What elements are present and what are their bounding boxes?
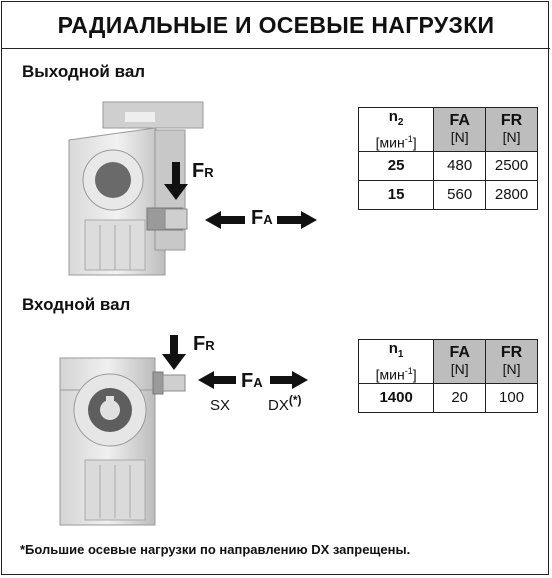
output-fa-label: FA [251,207,273,229]
header-fr: FR [N] [486,108,538,152]
cell-fr: 2800 [486,180,538,209]
output-shaft-load-table [358,107,538,210]
dx-arrow [270,371,308,389]
cell-fa: 480 [434,151,486,180]
cell-fa: 20 [434,383,486,412]
input-shaft-load-table [358,339,538,413]
input-fa-label: FA [241,370,263,392]
table-row [359,383,538,412]
table-row [359,180,538,209]
cell-fr: 2500 [486,151,538,180]
page-title: РАДИАЛЬНЫЕ И ОСЕВЫЕ НАГРУЗКИ [57,11,495,38]
title-divider [2,48,550,49]
header-fa: FA [N] [434,340,486,384]
fr-arrow-output [172,162,180,187]
cell-fa: 560 [434,180,486,209]
fr-arrow-input [170,335,178,357]
input-fr-label: FR [193,333,215,355]
header-fa: FA [N] [434,108,486,152]
input-shaft-gearbox-drawing [50,330,330,530]
cell-speed: 25 [359,151,434,180]
sx-arrow [198,371,236,389]
table-row [359,151,538,180]
header-speed: $n_1$ [мин$^{-1}$] [359,340,434,384]
output-shaft-label: Выходной вал [22,62,146,81]
cell-fr: 100 [486,383,538,412]
header-fr: FR [N] [486,340,538,384]
cell-speed: 15 [359,180,434,209]
input-shaft-label: Входной вал [22,295,131,314]
output-shaft-gearbox-drawing [55,100,335,280]
output-fr-label: FR [192,160,214,182]
footnote: *Большие осевые нагрузки по направлению DX запрещены. [20,542,411,557]
header-speed: $n_2$ [мин$^{-1}$] [359,108,434,152]
cell-speed: 1400 [359,383,434,412]
sx-label: SX [210,397,231,414]
dx-label: DX(*) [268,393,302,414]
